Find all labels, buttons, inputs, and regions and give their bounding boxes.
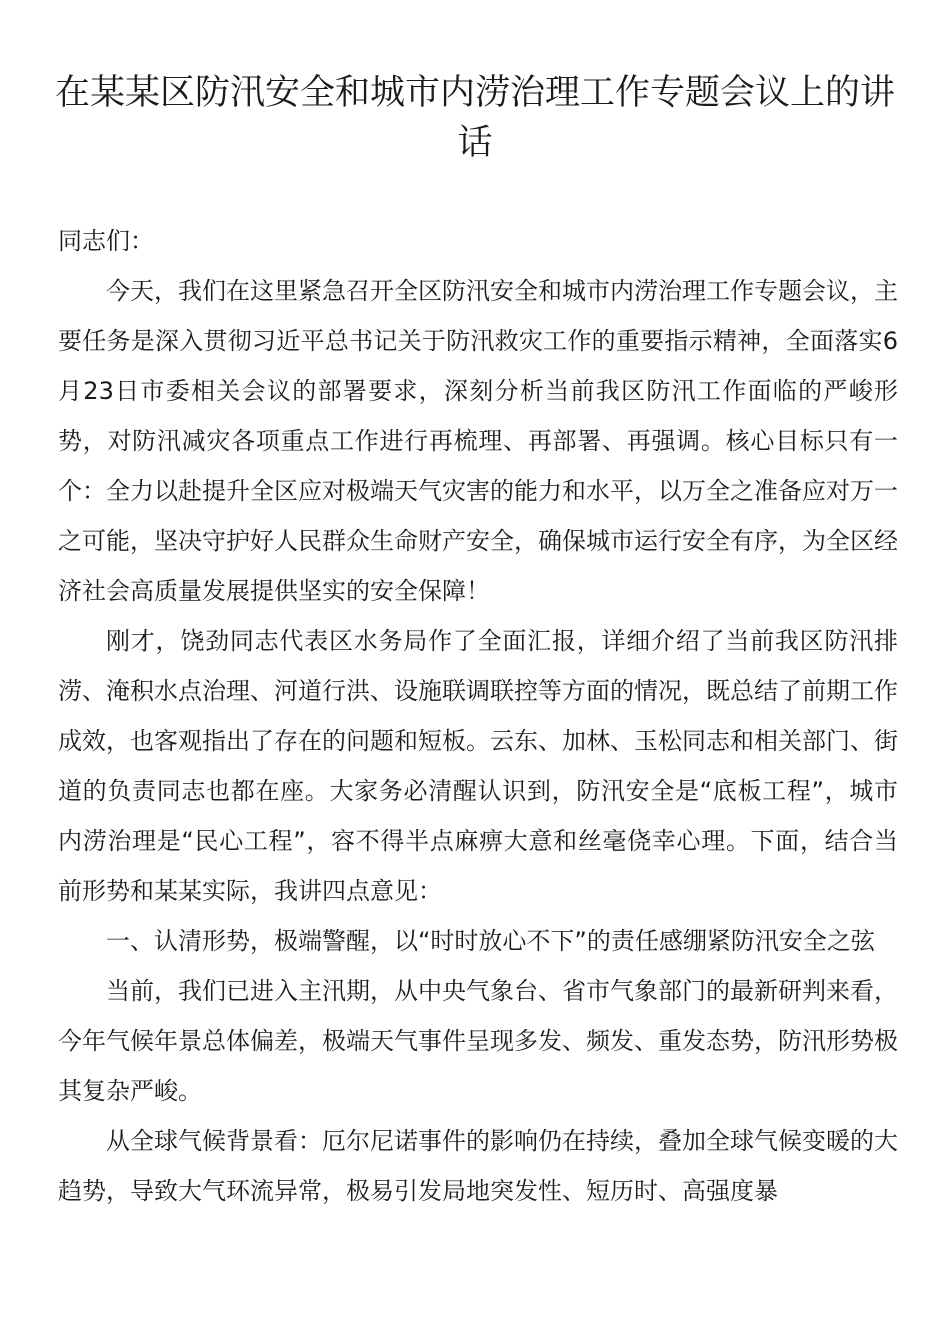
paragraph-situation: 当前，我们已进入主汛期，从中央气象台、省市气象部门的最新研判来看，今年气候年景总体偏差，极端天气事件呈现多发、频发、重发态势，防汛形势极其复杂严峻。 — [58, 977, 898, 1105]
document-title: 在某某区防汛安全和城市内涝治理工作专题会议上的讲话 — [54, 73, 895, 163]
paragraph-climate: 从全球气候背景看：厄尔尼诺事件的影响仍在持续，叠加全球气候变暖的大趋势，导致大气环流异常，极易引发局地突发性、短历时、高强度暴 — [58, 1127, 898, 1205]
paragraph-report: 刚才，饶劲同志代表区水务局作了全面汇报，详细介绍了当前我区防汛排涝、淹积水点治理、河道行洪、设施联调联控等方面的情况，既总结了前期工作成效，也客观指出了存在的问题和短板。云东、加林、玉松同志和相关部门、街道的负责同志也都在座。大家务必清醒认识到，防汛安全是“底板工程”，城市内涝治理是“民心工程”，容不得半点麻痹大意和丝毫侥幸心理。下面，结合当前形势和某某实际，我讲四点意见： — [58, 627, 898, 905]
salutation: 同志们： — [58, 227, 154, 255]
paragraph-intro: 今天，我们在这里紧急召开全区防汛安全和城市内涝治理工作专题会议，主要任务是深入贯彻习近平总书记关于防汛救灾工作的重要指示精神，全面落实6月23日市委相关会议的部署要求，深刻分析当前我区防汛工作面临的严峻形势，对防汛减灾各项重点工作进行再梳理、再部署、再强调。核心目标只有一个：全力以赴提升全区应对极端天气灾害的能力和水平，以万全之准备应对万一之可能，坚决守护好人民群众生命财产安全，确保城市运行安全有序，为全区经济社会高质量发展提供坚实的安全保障！ — [58, 277, 898, 605]
document-body — [58, 216, 898, 1216]
section-heading: 一、认清形势，极端警醒，以“时时放心不下”的责任感绷紧防汛安全之弦 — [106, 927, 875, 955]
